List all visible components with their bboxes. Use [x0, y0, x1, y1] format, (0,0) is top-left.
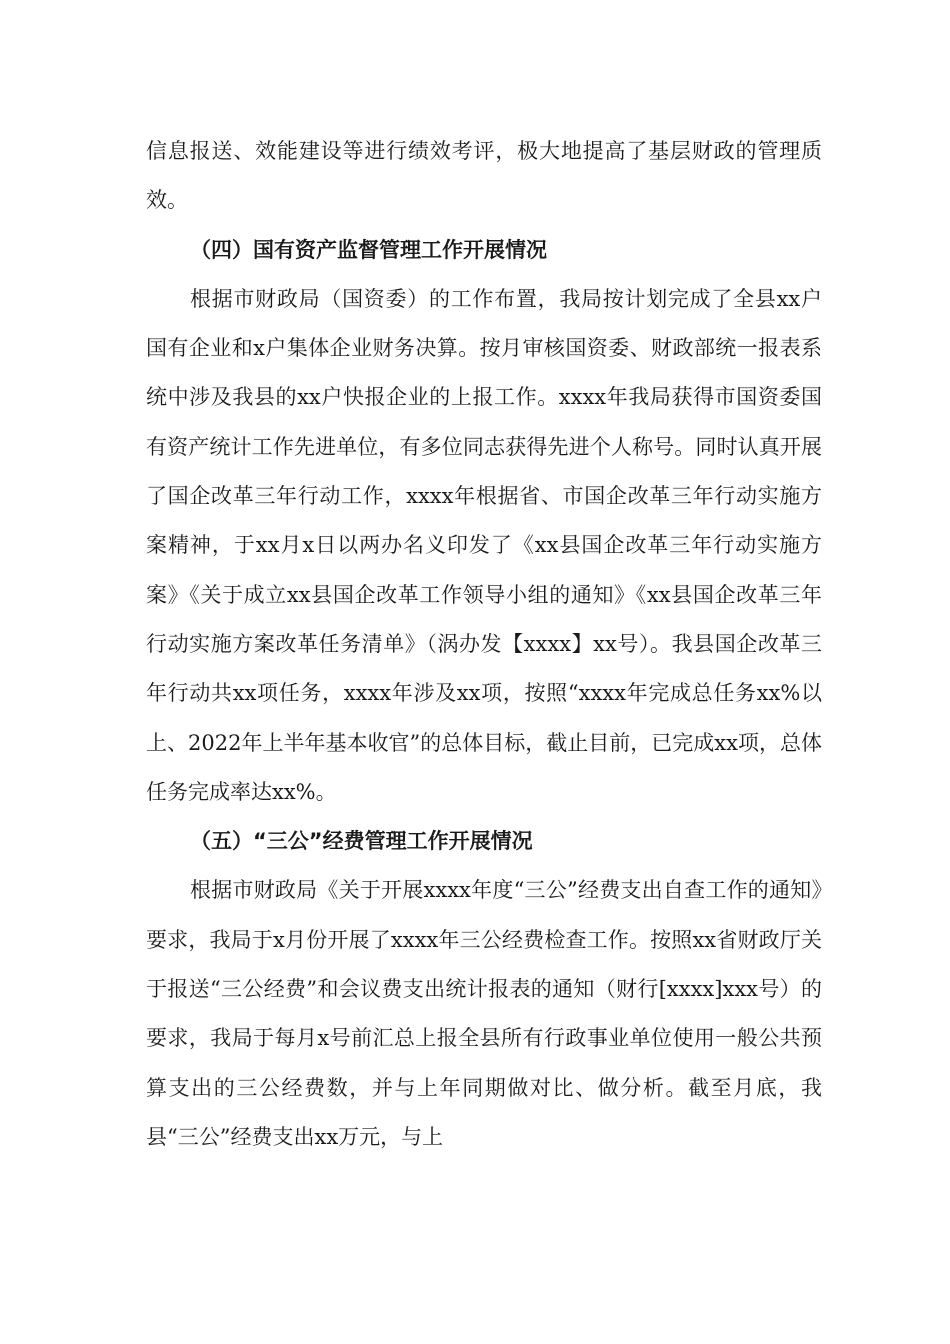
paragraph-three-public-expenses: 根据市财政局《关于开展xxxx年度“三公”经费支出自查工作的通知》要求，我局于x月份开展了xxxx年三公经费检查工作。按照xx省财政厅关于报送“三公经费”和会议费支出统计报表的通知（财行[xxxx]xxx号）的要求，我局于每月x号前汇总上报全县所有行政事业单位使用一般公共预算支出的三公经费数，并与上年同期做对比、做分析。截至月底，我县“三公”经费支出xx万元，与上: [146, 878, 822, 1149]
section-heading-4: （四）国有资产监督管理工作开展情况: [190, 237, 547, 262]
paragraph-continuation: 信息报送、效能建设等进行绩效考评，极大地提高了基层财政的管理质效。: [146, 139, 822, 213]
section-heading-5: （五）“三公”经费管理工作开展情况: [190, 829, 533, 854]
paragraph-state-assets: 根据市财政局（国资委）的工作布置，我局按计划完成了全县xx户国有企业和x户集体企业财务决算。按月审核国资委、财政部统一报表系统中涉及我县的xx户快报企业的上报工作。xxxx年我局获得市国资委国有资产统计工作先进单位，有多位同志获得先进个人称号。同时认真开展了国企改革三年行动工作，xxxx年根据省、市国企改革三年行动实施方案精神，于xx月x日以两办名义印发了《xx县国企改革三年行动实施方案》《关于成立xx县国企改革工作领导小组的通知》《xx县国企改革三年行动实施方案改革任务清单》（涡办发【xxxx】xx号）。我县国企改革三年行动共xx项任务，xxxx年涉及xx项，按照“xxxx年完成总任务xx%以上、2022年上半年基本收官”的总体目标，截止目前，已完成xx项，总体任务完成率达xx%。: [146, 286, 822, 804]
document-body: [146, 127, 822, 1162]
